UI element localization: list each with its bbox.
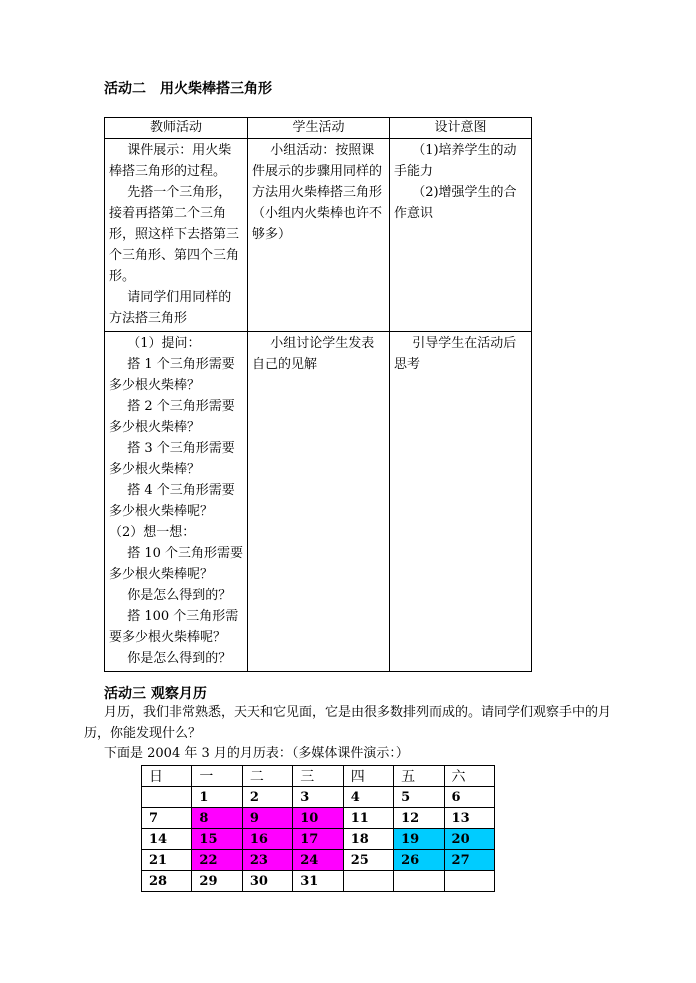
teacher-activity-cell: [105, 332, 248, 672]
calendar-day-cell-highlighted: 19: [394, 829, 444, 850]
teacher-text: 你是怎么得到的？: [127, 651, 232, 666]
calendar-day-cell: 29: [192, 871, 242, 892]
calendar-day-cell: 13: [444, 808, 494, 829]
student-text: 小组讨论学生发表自己的见解: [252, 336, 375, 372]
teacher-text: 先搭一个三角形，接着再搭第二个三角形，照这样下去搭第三个三角形、第四个三角形。: [109, 185, 240, 284]
teacher-text: 搭 100 个三角形需要多少根火柴棒呢？: [109, 609, 239, 645]
calendar-day-cell-highlighted: 23: [242, 850, 292, 871]
table-row: [105, 139, 532, 332]
calendar-day-cell: [343, 871, 393, 892]
calendar-day-cell: 25: [343, 850, 393, 871]
activity2-plan-table: [104, 117, 532, 672]
table-row: [105, 332, 532, 672]
teacher-text: （1）提问：: [127, 336, 201, 351]
calendar-day-cell: 1: [192, 787, 242, 808]
weekday-wed: 三: [293, 766, 343, 787]
calendar-day-cell: 18: [343, 829, 393, 850]
calendar-intro: 下面是 2004 年 3 月的月历表：（多媒体课件演示：）: [104, 746, 409, 761]
calendar-day-cell-highlighted: 16: [242, 829, 292, 850]
teacher-text: 搭 4 个三角形需要多少根火柴棒呢？: [109, 483, 235, 519]
calendar-day-cell-highlighted: 8: [192, 808, 242, 829]
teacher-text: 搭 3 个三角形需要多少根火柴棒？: [109, 441, 235, 477]
teacher-text: 请同学们用同样的方法搭三角形: [109, 290, 232, 326]
calendar-day-cell-highlighted: 10: [293, 808, 343, 829]
calendar-weekday-row: [142, 766, 495, 787]
calendar-day-cell-highlighted: 15: [192, 829, 242, 850]
calendar-day-cell: 4: [343, 787, 393, 808]
design-intent-cell: [390, 332, 532, 672]
teacher-text: 搭 10 个三角形需要多少根火柴棒呢？: [109, 546, 243, 582]
calendar-day-cell: [394, 871, 444, 892]
calendar-day-cell: 3: [293, 787, 343, 808]
calendar-day-cell: 21: [142, 850, 192, 871]
student-activity-cell: [248, 332, 390, 672]
calendar-day-cell: 5: [394, 787, 444, 808]
weekday-fri: 五: [394, 766, 444, 787]
header-student: 学生活动: [248, 118, 390, 139]
calendar-day-cell: 7: [142, 808, 192, 829]
design-intent-cell: [390, 139, 532, 332]
student-text: 小组活动：按照课件展示的步骤用同样的方法用火柴棒搭三角形（小组内火柴棒也许不够多）: [252, 143, 383, 242]
calendar-day-cell-highlighted: 26: [394, 850, 444, 871]
header-intent: 设计意图: [390, 118, 532, 139]
activity3-title: 活动三 观察月历: [104, 686, 207, 702]
calendar-day-cell: 12: [394, 808, 444, 829]
activity3-paragraph: 月历，我们非常熟悉，天天和它见面，它是由很多数排列而成的。请同学们观察手中的月历，你能发现什么？: [84, 705, 612, 741]
calendar-day-cell: 28: [142, 871, 192, 892]
calendar-day-cell: 31: [293, 871, 343, 892]
table-header-row: [105, 118, 532, 139]
intent-text: （2)增强学生的合作意识: [394, 185, 517, 221]
activity2-title: 活动二 用火柴棒搭三角形: [104, 81, 272, 97]
teacher-text: 你是怎么得到的？: [127, 588, 232, 603]
calendar-day-cell-highlighted: 20: [444, 829, 494, 850]
intent-text: （1)培养学生的动手能力: [394, 143, 517, 179]
weekday-thu: 四: [343, 766, 393, 787]
calendar-day-cell: [444, 871, 494, 892]
weekday-sun: 日: [142, 766, 192, 787]
calendar-day-cell: 2: [242, 787, 292, 808]
weekday-sat: 六: [444, 766, 494, 787]
teacher-text: 搭 2 个三角形需要多少根火柴棒？: [109, 399, 235, 435]
calendar-day-cell: 14: [142, 829, 192, 850]
calendar-day-cell: 30: [242, 871, 292, 892]
calendar-week-row: [142, 787, 495, 808]
weekday-tue: 二: [242, 766, 292, 787]
calendar-week-row: [142, 808, 495, 829]
calendar-day-cell: [142, 787, 192, 808]
weekday-mon: 一: [192, 766, 242, 787]
teacher-activity-cell: [105, 139, 248, 332]
calendar-day-cell-highlighted: 9: [242, 808, 292, 829]
calendar-week-row: [142, 829, 495, 850]
teacher-text: （2）想一想：: [109, 525, 196, 540]
calendar-day-cell-highlighted: 22: [192, 850, 242, 871]
calendar-day-cell-highlighted: 24: [293, 850, 343, 871]
calendar-day-cell: 6: [444, 787, 494, 808]
calendar-day-cell-highlighted: 27: [444, 850, 494, 871]
teacher-text: 搭 1 个三角形需要多少根火柴棒？: [109, 357, 235, 393]
header-teacher: 教师活动: [105, 118, 248, 139]
calendar-day-cell: 11: [343, 808, 393, 829]
march-2004-calendar: [141, 765, 495, 892]
calendar-week-row: [142, 871, 495, 892]
teacher-text: 课件展示：用火柴棒搭三角形的过程。: [109, 143, 232, 179]
intent-text: 引导学生在活动后思考: [394, 336, 517, 372]
calendar-day-cell-highlighted: 17: [293, 829, 343, 850]
calendar-week-row: [142, 850, 495, 871]
student-activity-cell: [248, 139, 390, 332]
